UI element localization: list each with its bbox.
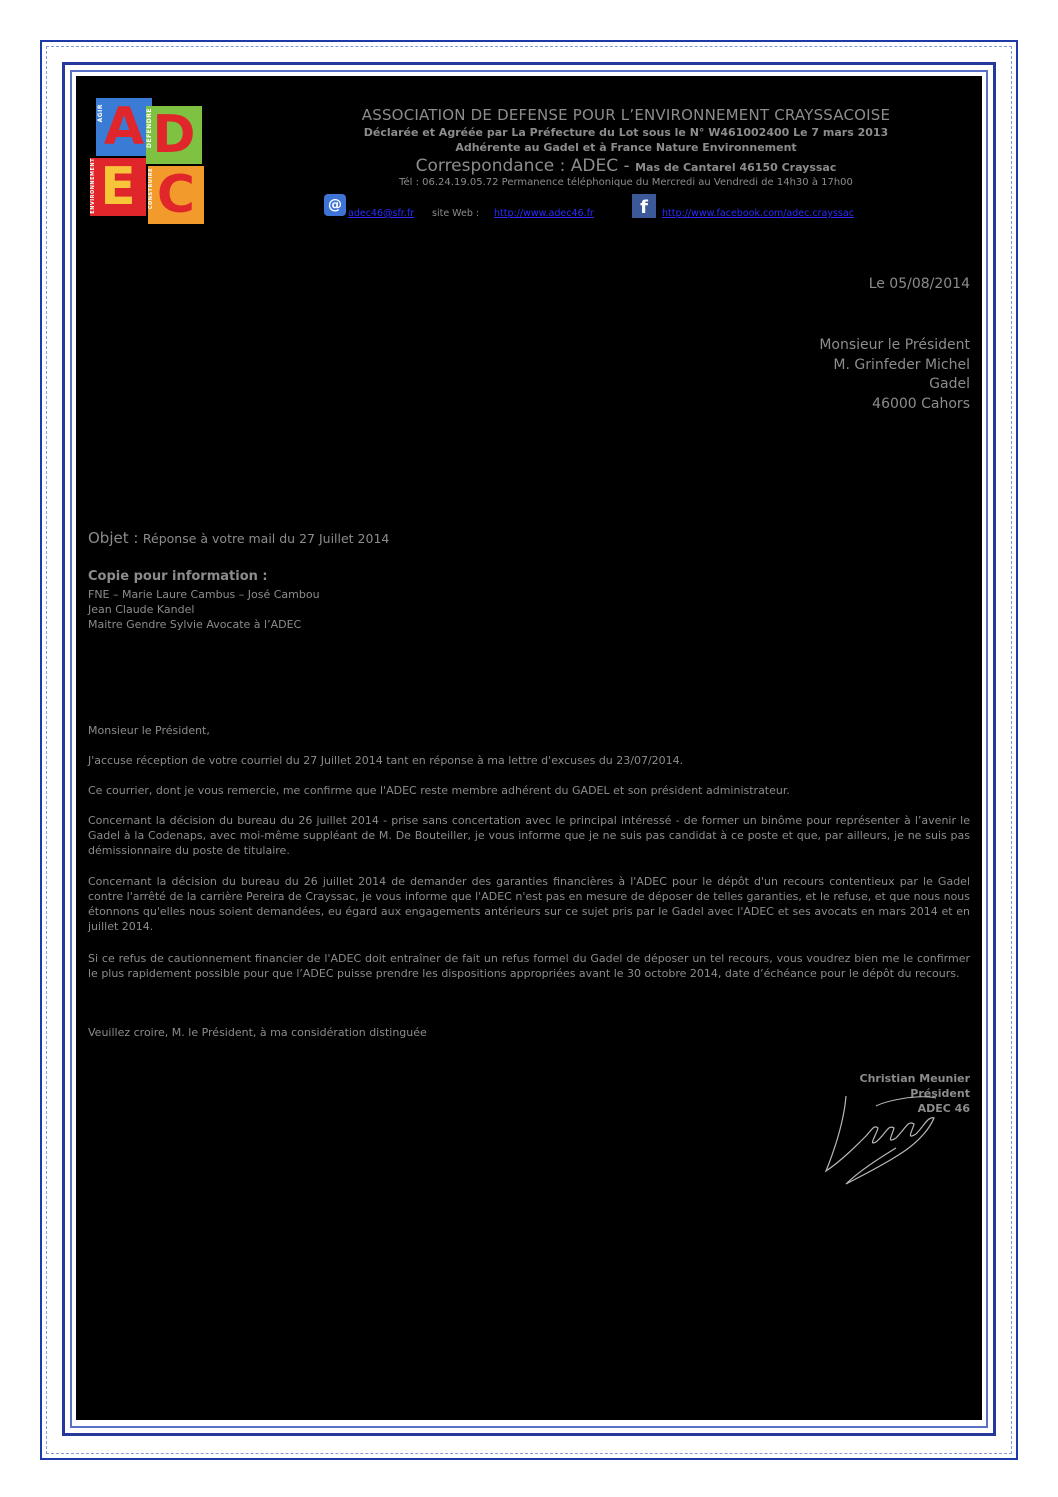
body-paragraph: Si ce refus de cautionnement financier de l'ADEC doit entraîner de fait un refus formel du Gadel de déposer un tel recours, vous voudrez bien me le confirmer le plus rapidement possible pour que l’ADEC puisse prendre les dispositions appropriées avant le 30 octobre 2014, date d’échéance pour le dépôt du recours.	[88, 952, 970, 980]
declaration-line: Déclarée et Agréée par La Préfecture du Lot sous le N° W461002400 Le 7 mars 2013	[363, 126, 889, 139]
logo-letter-e: E	[100, 157, 136, 217]
recipient-line: Monsieur le Président	[819, 337, 970, 353]
signatory-name: Christian Meunier	[859, 1072, 970, 1085]
logo-letter-a: A	[103, 97, 145, 157]
association-title: ASSOCIATION DE DEFENSE POUR L’ENVIRONNEMENT CRAYSSACOISE	[361, 106, 891, 124]
logo-letter-c: C	[156, 165, 196, 225]
logo-tag-agir: AGIR	[97, 104, 104, 123]
recipient-address	[819, 336, 970, 414]
correspondance-address: Mas de Cantarel 46150 Crayssac	[635, 161, 837, 174]
copy-heading: Copie pour information :	[88, 569, 268, 584]
copy-recipient: Maitre Gendre Sylvie Avocate à l’ADEC	[88, 618, 302, 631]
facebook-icon[interactable]: f	[632, 194, 656, 218]
body-paragraph: Concernant la décision du bureau du 26 juillet 2014 - prise sans concertation avec le principal intéressé - de former un binôme pour représenter à l’avenir le Gadel à la Codenaps, avec moi-même suppléant de M. De Bouteiller, je vous informe que je ne suis pas candidat à ce poste et que, par ailleurs, je ne suis pas démissionnaire du poste de titulaire.	[88, 814, 970, 857]
recipient-line: M. Grinfeder Michel	[833, 356, 970, 373]
recipient-line: Gadel	[929, 376, 970, 393]
membership-line: Adhérente au Gadel et à France Nature Environnement	[455, 141, 797, 154]
correspondance-line	[316, 156, 936, 176]
logo-tile-a	[96, 98, 152, 156]
facebook-link[interactable]: http://www.facebook.com/adec.crayssac	[662, 208, 854, 219]
adec-logo	[88, 98, 212, 226]
subject-line	[88, 529, 389, 547]
contact-links	[324, 194, 964, 220]
copy-recipient: Jean Claude Kandel	[88, 603, 195, 616]
subject-text: Réponse à votre mail du 27 Juillet 2014	[142, 531, 390, 546]
site-label: site Web :	[432, 208, 480, 219]
logo-tag-construire: CONSTRUIRE	[148, 168, 154, 210]
logo-tag-environnement: ENVIRONNEMENT	[90, 158, 96, 214]
letter-date: Le 05/08/2014	[868, 276, 970, 292]
subject-label: Objet :	[88, 529, 139, 547]
logo-letter-d: D	[152, 105, 196, 165]
recipient-line: 46000 Cahors	[872, 395, 970, 412]
body-paragraph: Ce courrier, dont je vous remercie, me confirme que l'ADEC reste membre adhérent du GADEL et son président administrateur.	[88, 784, 790, 797]
salutation: Monsieur le Président,	[88, 724, 210, 737]
logo-tag-defendre: DEFENDRE	[146, 108, 153, 148]
letter-page	[76, 76, 982, 1420]
website-link[interactable]: http://www.adec46.fr	[494, 208, 594, 219]
copy-list	[88, 587, 320, 632]
body-paragraph: Concernant la décision du bureau du 26 juillet 2014 de demander des garanties financières à l'ADEC pour le dépôt d'un recours contentieux par le Gadel contre l'arrêté de la carrière Pereira de Crayssac, je vous informe que l'ADEC n'est pas en mesure de déposer de telles garanties, et le refuse, et que nous nous étonnons qu'elles nous soient demandées, eu égard aux engagements antérieurs sur ce sujet pris par le Gadel avec l'ADEC et ses avocats en mars 2014 et en juillet 2014.	[88, 875, 970, 933]
telephone-line: Tél : 06.24.19.05.72 Permanence téléphonique du Mercredi au Vendredi de 14h30 à 17h00	[399, 177, 853, 188]
signatory-title: Président	[910, 1087, 970, 1100]
logo-tile-c	[148, 166, 204, 224]
correspondance-label: Correspondance : ADEC -	[415, 156, 636, 176]
copy-recipient: FNE – Marie Laure Cambus – José Cambou	[88, 588, 320, 601]
at-icon: @	[324, 194, 346, 216]
logo-tile-d	[146, 106, 202, 164]
closing-line: Veuillez croire, M. le Président, à ma considération distinguée	[88, 1026, 427, 1039]
logo-tile-e	[90, 158, 146, 216]
body-paragraph: J'accuse réception de votre courriel du 27 Juillet 2014 tant en réponse à ma lettre d'excuses du 23/07/2014.	[88, 754, 684, 767]
signatory-org: ADEC 46	[917, 1102, 970, 1115]
email-link[interactable]: adec46@sfr.fr	[348, 208, 415, 219]
handwritten-signature	[816, 1076, 946, 1191]
